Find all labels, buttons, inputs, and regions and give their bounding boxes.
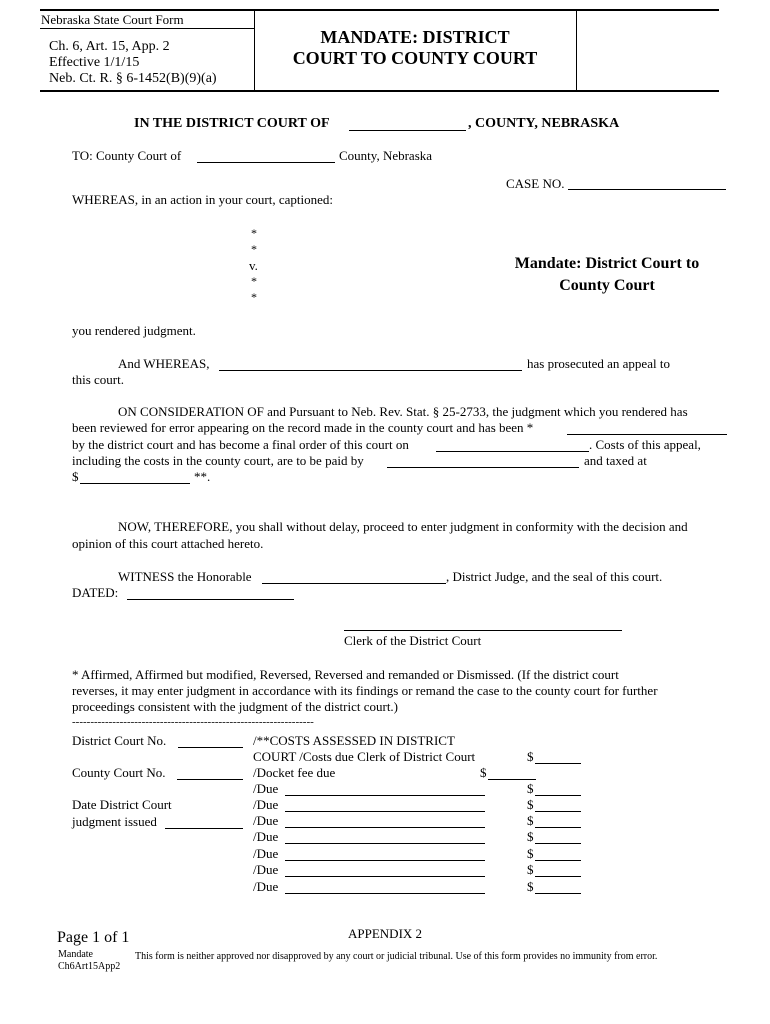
- appellant-field[interactable]: [219, 370, 522, 371]
- district-court-no-field[interactable]: [178, 747, 243, 748]
- due-dollar: $: [527, 813, 534, 828]
- clerk-label: Clerk of the District Court: [344, 633, 482, 648]
- case-no-label: CASE NO.: [506, 176, 565, 191]
- witness-suffix: , District Judge, and the seal of this court.: [446, 569, 663, 584]
- due-dollar: $: [527, 797, 534, 812]
- clerk-costs-dollar: $: [527, 749, 534, 764]
- disposition-field[interactable]: [567, 434, 727, 435]
- due-amount-field[interactable]: [535, 827, 581, 828]
- docket-fee-label: /Docket fee due: [253, 765, 336, 780]
- to-county-suffix: County, Nebraska: [339, 148, 433, 163]
- final-order-date-field[interactable]: [436, 451, 589, 452]
- taxed-amount-field[interactable]: [80, 483, 190, 484]
- due-description-field[interactable]: [285, 795, 485, 796]
- due-dollar: $: [527, 829, 534, 844]
- due-dollar: $: [527, 862, 534, 877]
- docket-fee-amount-field[interactable]: [488, 779, 536, 780]
- whereas-text: WHEREAS, in an action in your court, captioned:: [72, 192, 334, 207]
- due-description-field[interactable]: [285, 893, 485, 894]
- form-name: Nebraska State Court Form: [41, 12, 184, 27]
- form-title-line1: MANDATE: DISTRICT: [320, 27, 510, 47]
- due-label: /Due: [253, 846, 279, 861]
- witness-label: WITNESS the Honorable: [118, 569, 252, 584]
- form-code-2: Ch6Art15App2: [58, 961, 121, 972]
- due-description-field[interactable]: [285, 811, 485, 812]
- costs-heading-1: /**COSTS ASSESSED IN DISTRICT: [253, 733, 455, 748]
- to-county-label: TO: County Court of: [72, 148, 182, 163]
- caption-star-1: *: [251, 226, 257, 240]
- due-label: /Due: [253, 781, 279, 796]
- page-number: Page 1 of 1: [57, 929, 130, 946]
- footnote-divider: ------------------------------------------------------------------: [72, 716, 314, 728]
- county-court-no-label: County Court No.: [72, 765, 166, 780]
- due-dollar: $: [527, 879, 534, 894]
- consideration-line3b: . Costs of this appeal,: [589, 437, 701, 452]
- due-label: /Due: [253, 829, 279, 844]
- clerk-signature-line[interactable]: [344, 630, 622, 631]
- caption-star-4: *: [251, 290, 257, 304]
- consideration-double-star: **.: [194, 469, 211, 484]
- consideration-dollar: $: [72, 469, 79, 484]
- county-court-field[interactable]: [197, 162, 335, 163]
- due-label: /Due: [253, 797, 279, 812]
- caption-star-2: *: [251, 242, 257, 256]
- now-therefore-line2: opinion of this court attached hereto.: [72, 536, 264, 551]
- due-label: /Due: [253, 879, 279, 894]
- caption-title-line1: Mandate: District Court to: [514, 255, 700, 272]
- due-description-field[interactable]: [285, 827, 485, 828]
- costs-heading-2: COURT /Costs due Clerk of District Court: [253, 749, 476, 764]
- date-judgment-label-2: judgment issued: [72, 814, 157, 829]
- footnote-line1: * Affirmed, Affirmed but modified, Reversed, Reversed and remanded or Dismissed. (If the district court: [72, 667, 619, 682]
- and-whereas-line2: this court.: [72, 372, 124, 387]
- disclaimer-text: This form is neither approved nor disapproved by any court or judicial tribunal. Use of this form provides no immunity from error.: [135, 951, 658, 962]
- rendered-judgment-text: you rendered judgment.: [72, 323, 196, 338]
- and-whereas-suffix: has prosecuted an appeal to: [527, 356, 670, 371]
- caption-star-3: *: [251, 274, 257, 288]
- form-code-1: Mandate: [58, 949, 93, 960]
- court-heading-prefix: IN THE DISTRICT COURT OF: [134, 116, 330, 131]
- due-description-field[interactable]: [285, 876, 485, 877]
- clerk-costs-amount-field[interactable]: [535, 763, 581, 764]
- due-dollar: $: [527, 846, 534, 861]
- due-label: /Due: [253, 862, 279, 877]
- footnote-line2: reverses, it may enter judgment in accordance with its findings or remand the case to the county court for further: [72, 683, 658, 698]
- due-label: /Due: [253, 813, 279, 828]
- consideration-line4a: including the costs in the county court, are to be paid by: [72, 453, 364, 468]
- dated-label: DATED:: [72, 585, 119, 600]
- caption-versus: v.: [249, 258, 258, 273]
- judge-name-field[interactable]: [262, 583, 446, 584]
- form-effective: Effective 1/1/15: [49, 55, 140, 70]
- now-therefore-line1: NOW, THEREFORE, you shall without delay, proceed to enter judgment in conformity with the decision and: [118, 519, 688, 534]
- form-rule: Neb. Ct. R. § 6-1452(B)(9)(a): [49, 71, 217, 86]
- due-description-field[interactable]: [285, 860, 485, 861]
- costs-paid-by-field[interactable]: [387, 467, 579, 468]
- dated-field[interactable]: [127, 599, 294, 600]
- caption-title-line2: County Court: [559, 277, 655, 294]
- district-court-no-label: District Court No.: [72, 733, 167, 748]
- due-amount-field[interactable]: [535, 795, 581, 796]
- case-no-field[interactable]: [568, 189, 726, 190]
- date-judgment-label-1: Date District Court: [72, 797, 172, 812]
- form-chapter: Ch. 6, Art. 15, App. 2: [49, 39, 170, 54]
- county-court-no-field[interactable]: [177, 779, 243, 780]
- due-amount-field[interactable]: [535, 893, 581, 894]
- docket-fee-dollar: $: [480, 765, 487, 780]
- consideration-line4b: and taxed at: [584, 453, 647, 468]
- date-judgment-field[interactable]: [165, 828, 243, 829]
- consideration-line2: been reviewed for error appearing on the record made in the county court and has been *: [72, 420, 534, 435]
- due-description-field[interactable]: [285, 843, 485, 844]
- footnote-line3: proceedings consistent with the judgment of the district court.): [72, 699, 399, 714]
- court-heading-suffix: , COUNTY, NEBRASKA: [468, 116, 620, 131]
- due-amount-field[interactable]: [535, 860, 581, 861]
- appendix-label: APPENDIX 2: [348, 926, 423, 941]
- district-county-field[interactable]: [349, 130, 466, 131]
- due-amount-field[interactable]: [535, 843, 581, 844]
- due-dollar: $: [527, 781, 534, 796]
- due-amount-field[interactable]: [535, 811, 581, 812]
- consideration-line3a: by the district court and has become a final order of this court on: [72, 437, 409, 452]
- form-title-line2: COURT TO COUNTY COURT: [292, 48, 538, 68]
- consideration-line1: ON CONSIDERATION OF and Pursuant to Neb. Rev. Stat. § 25-2733, the judgment which you rendered has: [118, 404, 688, 419]
- and-whereas-label: And WHEREAS,: [118, 356, 210, 371]
- due-amount-field[interactable]: [535, 876, 581, 877]
